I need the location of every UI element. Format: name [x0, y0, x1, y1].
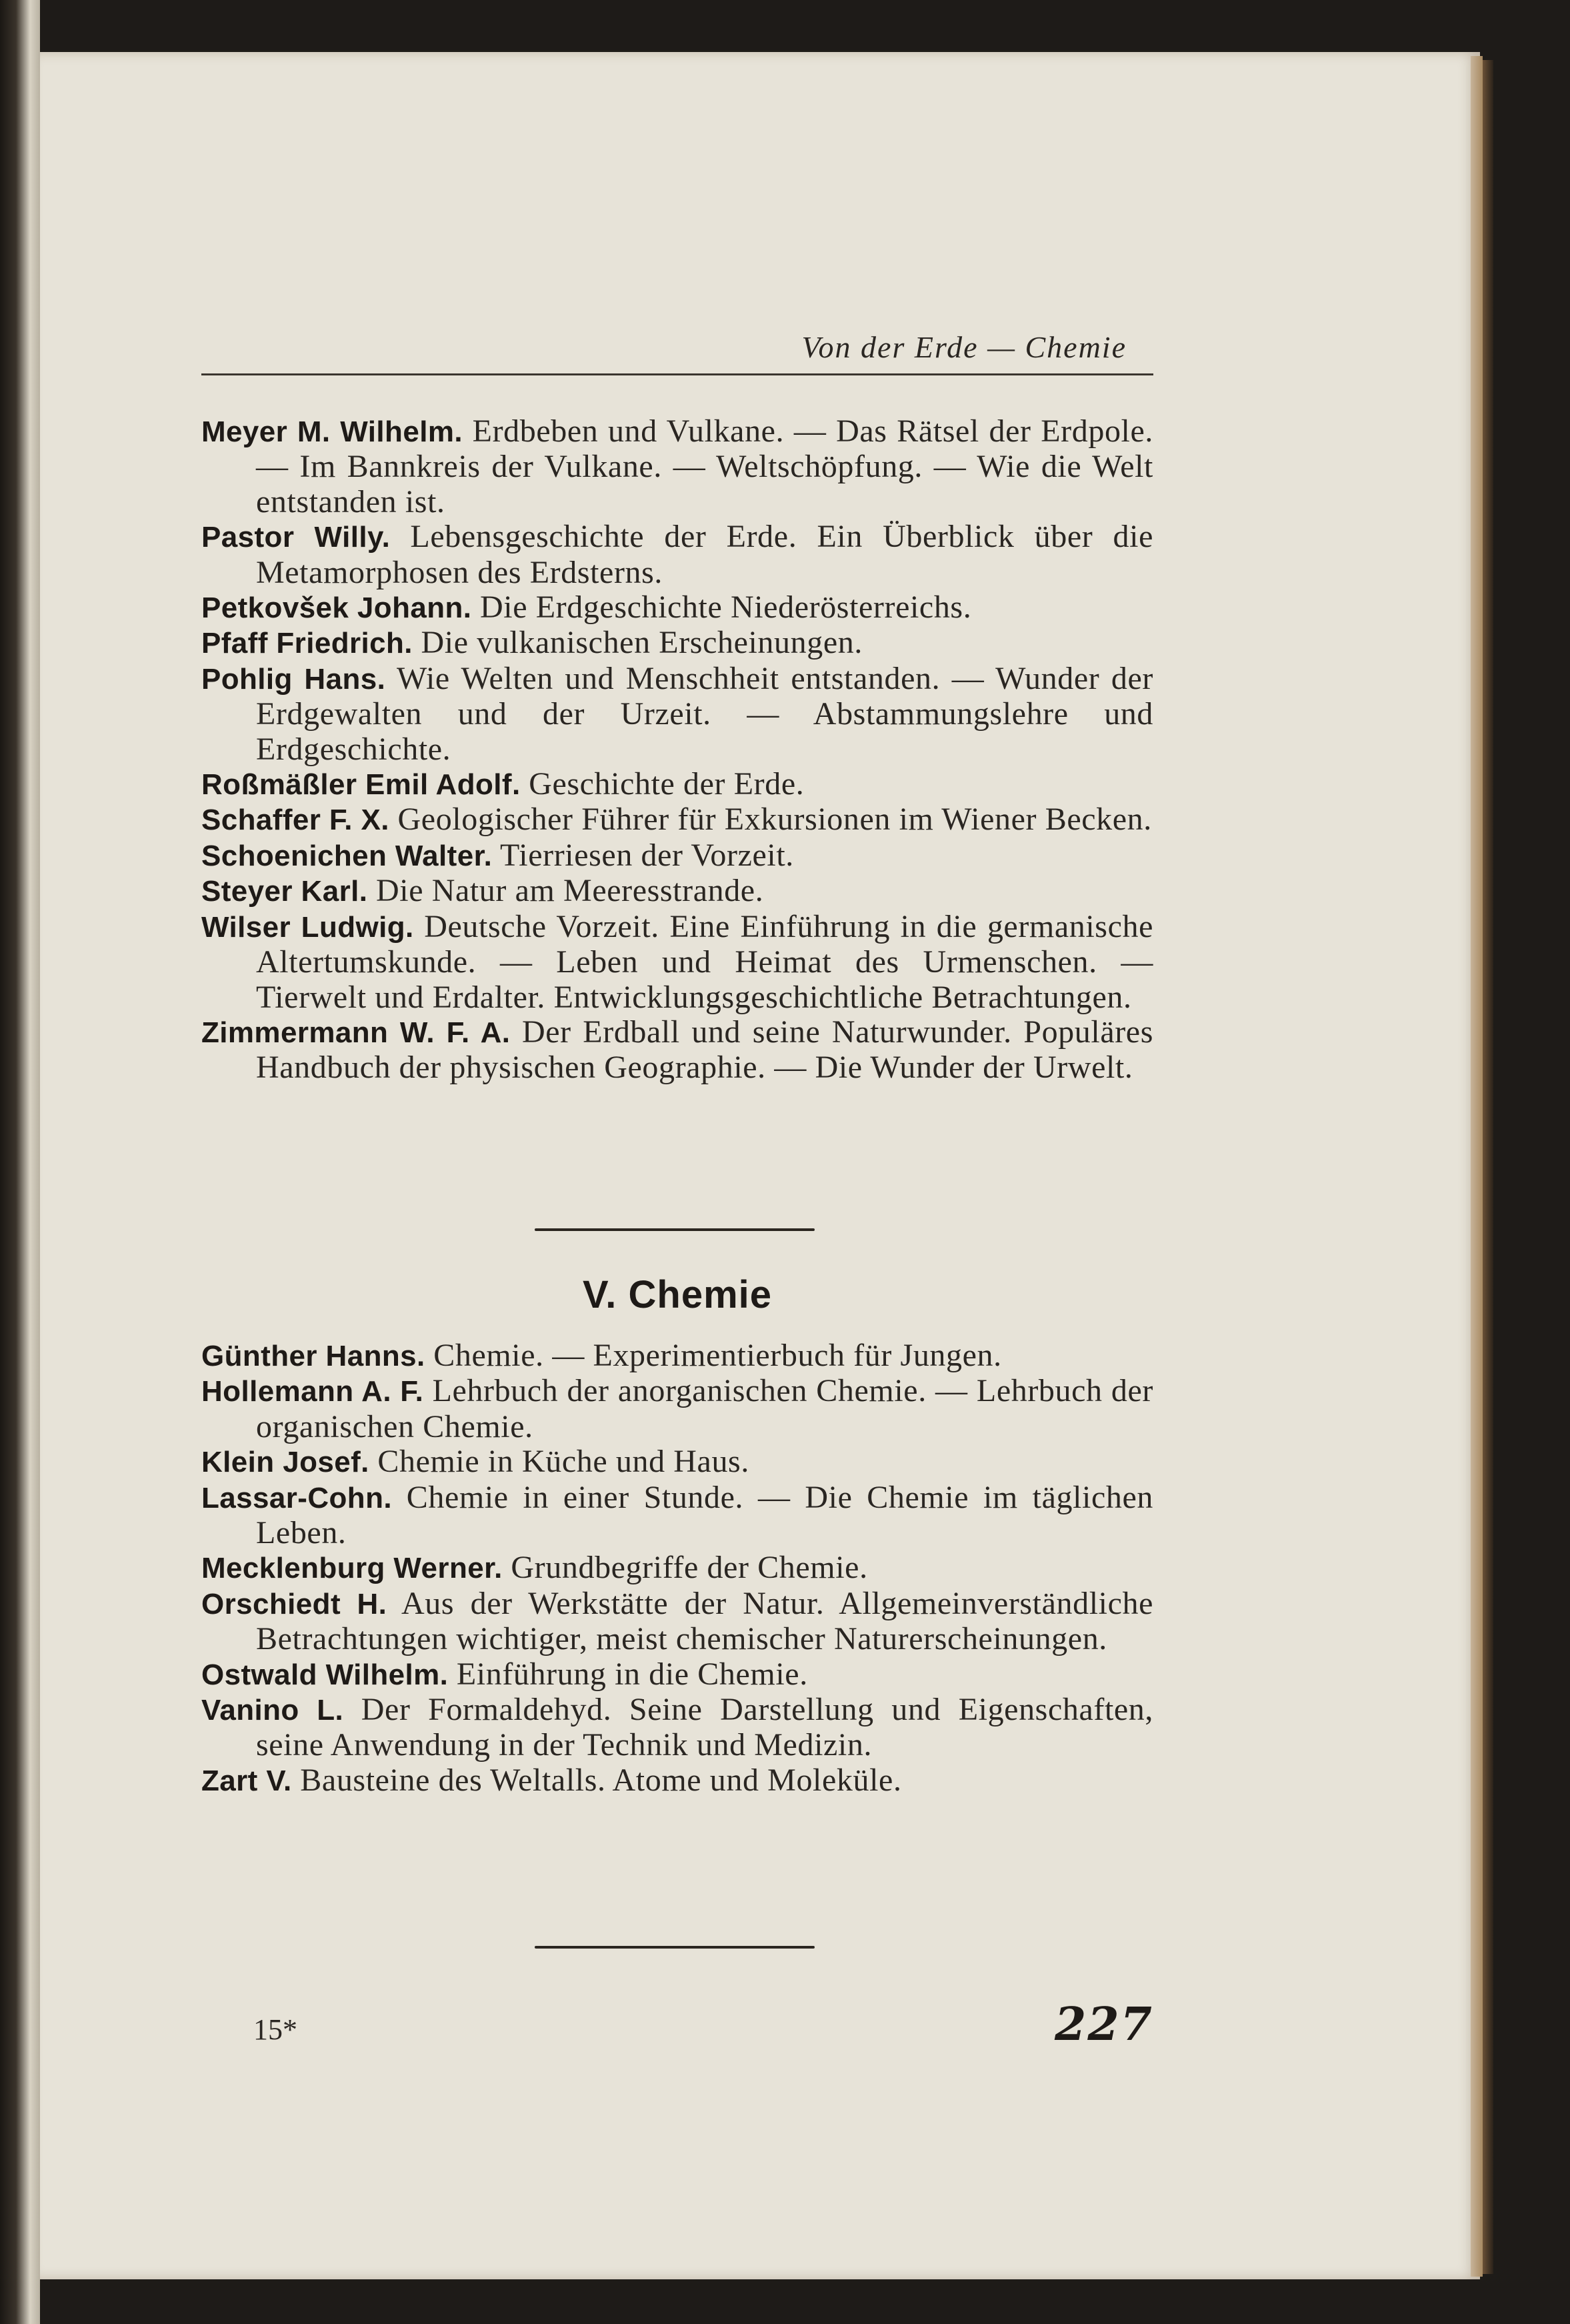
bibliography-entry [201, 590, 1153, 626]
page-number: 227 [1055, 1998, 1153, 2051]
entry-titles: Chemie in Küche und Haus. [377, 1444, 749, 1480]
entry-author: Pohlig Hans. [201, 662, 386, 696]
bibliography-entry [201, 910, 1153, 1015]
bibliography-entry [201, 519, 1153, 590]
bibliography-entry [201, 1480, 1153, 1551]
bibliography-entry [201, 1338, 1153, 1374]
header-rule [201, 373, 1153, 375]
entry-titles: Chemie in einer Stunde. — Die Chemie im täglichen Leben. [256, 1479, 1153, 1551]
entry-titles: Die Erdgeschichte Niederösterreichs. [480, 590, 972, 626]
entry-titles: Grundbegriffe der Chemie. [511, 1550, 868, 1586]
bibliography-entry [201, 802, 1153, 838]
entry-titles: Der Formaldehyd. Seine Darstellung und Eigenschaften, seine Anwendung in der Technik und Medizin. [256, 1692, 1153, 1763]
entry-author: Schoenichen Walter. [201, 839, 493, 872]
bibliography-entry [201, 1763, 1153, 1799]
bibliography-entry [201, 1015, 1153, 1086]
end-divider [535, 1946, 815, 1949]
entry-titles: Geschichte der Erde. [529, 766, 805, 802]
entry-author: Mecklenburg Werner. [201, 1552, 503, 1585]
page-edge [1471, 56, 1483, 2277]
book-page [40, 52, 1480, 2279]
entry-author: Günther Hanns. [201, 1340, 425, 1372]
bibliography-entry [201, 1550, 1153, 1586]
entry-titles: Die Natur am Meeresstrande. [376, 873, 764, 909]
bibliography-entry [201, 1444, 1153, 1480]
entry-author: Steyer Karl. [201, 875, 368, 908]
entry-author: Vanino L. [201, 1694, 344, 1727]
bibliography-entry [201, 414, 1153, 519]
entry-author: Ostwald Wilhelm. [201, 1658, 449, 1691]
entry-author: Hollemann A. F. [201, 1375, 424, 1408]
entry-author: Wilser Ludwig. [201, 910, 414, 944]
entry-author: Pfaff Friedrich. [201, 627, 413, 660]
entry-titles: Erdbeben und Vulkane. — Das Rätsel der Erdpole. — Im Bannkreis der Vulkane. — Weltschöpfung. — Wie die Welt entstanden ist. [256, 413, 1153, 519]
bibliography-entry [201, 767, 1153, 802]
entry-author: Lassar-Cohn. [201, 1481, 392, 1514]
section-title: V. Chemie [582, 1273, 773, 1316]
entry-titles: Lehrbuch der anorganischen Chemie. — Lehrbuch der organischen Chemie. [256, 1373, 1153, 1444]
section-erde-entries [201, 414, 1153, 1086]
running-head: Von der Erde — Chemie [801, 330, 1127, 364]
bibliography-entry [201, 1374, 1153, 1444]
entry-titles: Chemie. — Experimentierbuch für Jungen. [433, 1338, 1002, 1373]
section-chemie-entries [201, 1338, 1153, 1799]
entry-author: Zimmermann W. F. A. [201, 1016, 511, 1049]
entry-author: Schaffer F. X. [201, 804, 389, 837]
bibliography-entry [201, 626, 1153, 661]
entry-author: Pastor Willy. [201, 521, 391, 554]
entry-author: Petkovšek Johann. [201, 592, 472, 625]
bibliography-entry [201, 662, 1153, 767]
bibliography-entry [201, 838, 1153, 874]
entry-titles: Wie Welten und Menschheit entstanden. — Wunder der Erdgewalten und der Urzeit. — Abstammungslehre und Erdgeschichte. [256, 660, 1154, 767]
entry-titles: Die vulkanischen Erscheinungen. [421, 625, 863, 661]
entry-titles: Bausteine des Weltalls. Atome und Moleküle. [300, 1762, 902, 1798]
bibliography-entry [201, 874, 1153, 909]
entry-author: Klein Josef. [201, 1446, 369, 1479]
entry-titles: Einführung in die Chemie. [456, 1656, 808, 1692]
bibliography-entry [201, 1657, 1153, 1692]
entry-author: Meyer M. Wilhelm. [201, 415, 463, 448]
book-gutter [0, 0, 40, 2324]
entry-titles: Geologischer Führer für Exkursionen im Wiener Becken. [397, 802, 1152, 838]
page-edge-shadow [1483, 60, 1493, 2274]
bibliography-entry [201, 1692, 1153, 1763]
section-divider [535, 1228, 815, 1231]
entry-author: Orschiedt H. [201, 1587, 387, 1620]
signature-mark: 15* [253, 2013, 297, 2046]
entry-author: Roßmäßler Emil Adolf. [201, 768, 521, 802]
entry-titles: Deutsche Vorzeit. Eine Einführung in die germanische Altertumskunde. — Leben und Heimat des Urmenschen. — Tierwelt und Erdalter. Entwicklungsgeschichtliche Betrachtungen. [256, 908, 1153, 1015]
entry-titles: Aus der Werkstätte der Natur. Allgemeinverständliche Betrachtungen wichtiger, meist chemischer Naturerscheinungen. [256, 1585, 1153, 1657]
bibliography-entry [201, 1586, 1153, 1657]
entry-author: Zart V. [201, 1764, 292, 1797]
entry-titles: Der Erdball und seine Naturwunder. Populäres Handbuch der physischen Geographie. — Die Wunder der Urwelt. [256, 1014, 1153, 1086]
entry-titles: Lebensgeschichte der Erde. Ein Überblick über die Metamorphosen des Erdsterns. [256, 519, 1153, 590]
entry-titles: Tierriesen der Vorzeit. [500, 837, 794, 873]
